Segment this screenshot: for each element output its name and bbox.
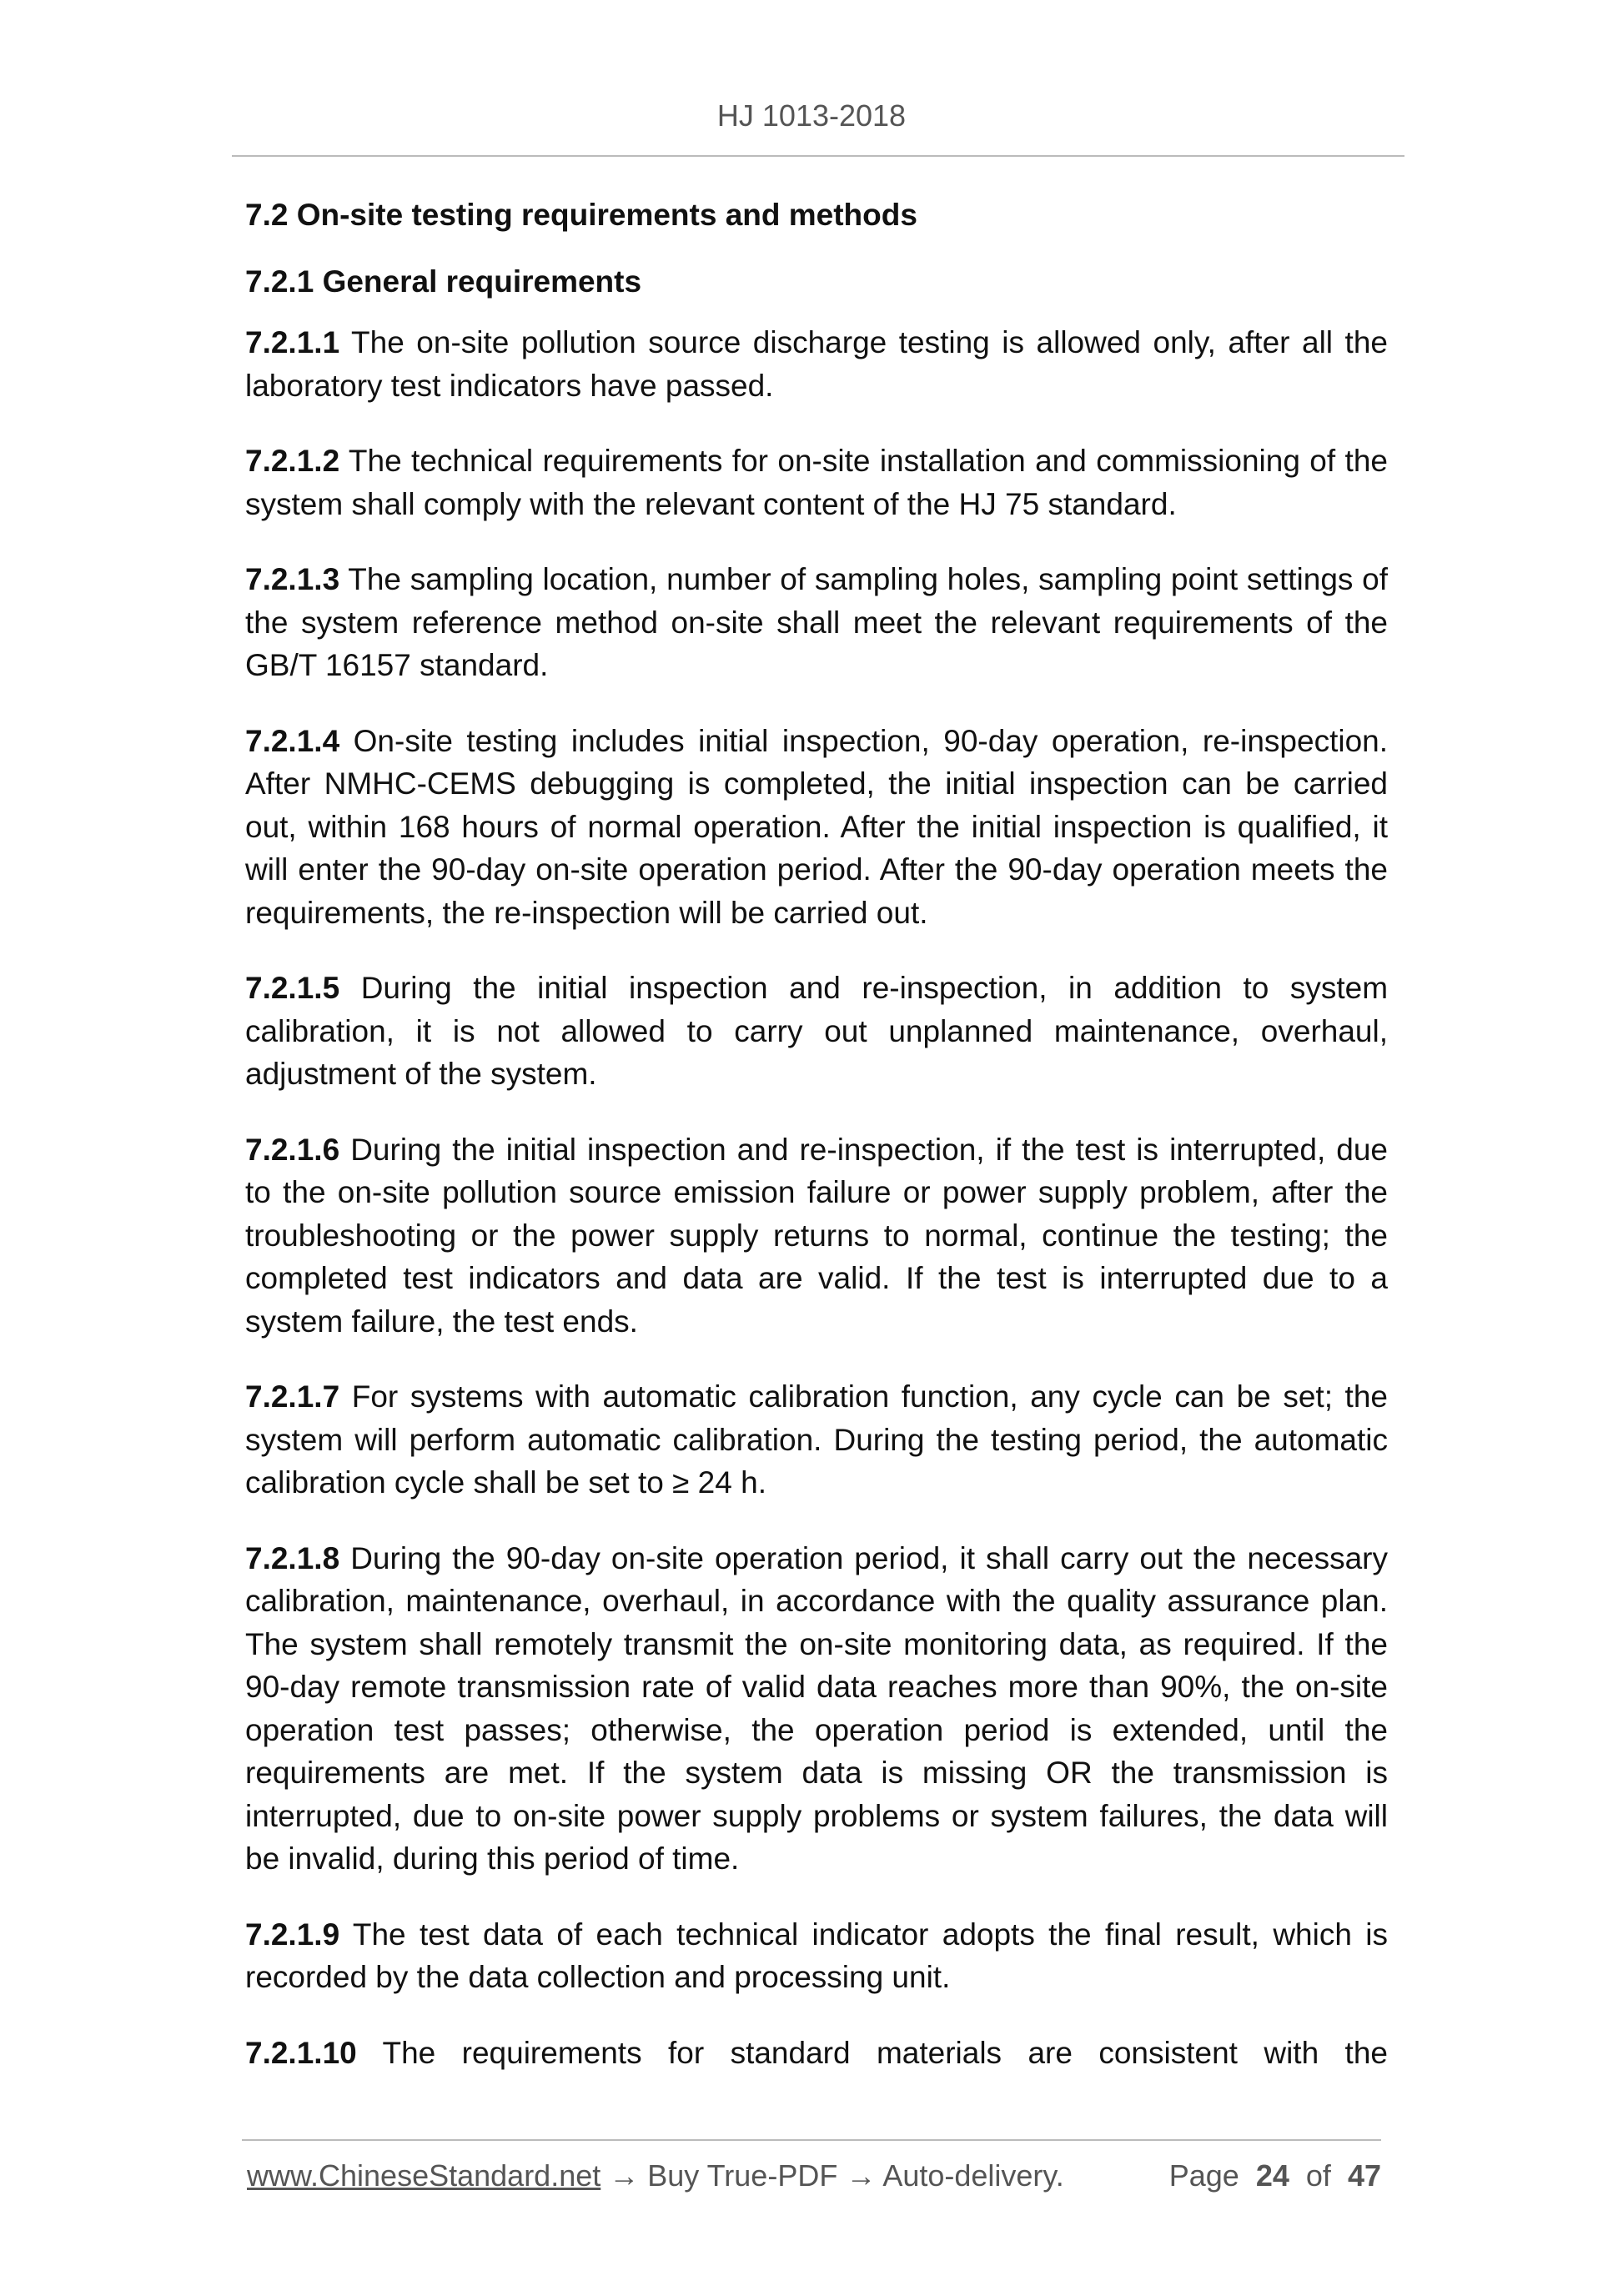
clause-7-2-1-8: [245, 1537, 1388, 1881]
clause-7-2-1-1: [245, 321, 1388, 407]
clause-7-2-1-5: [245, 967, 1388, 1096]
clause-7-2-1-7: [245, 1375, 1388, 1505]
total-page-number: 47: [1347, 2158, 1381, 2193]
clause-text: On-site testing includes initial inspection, 90-day operation, re-inspection. After NMHC-CEMS debugging is completed, the initial inspection can be carried out, within 168 hours of normal operation. After the initial inspection is qualified, it will enter the 90-day on-site operation period. After the 90-day operation meets the requirements, the re-inspection will be carried out.: [245, 723, 1388, 930]
header-title: HJ 1013-2018: [716, 98, 907, 133]
current-page-number: 24: [1255, 2158, 1289, 2193]
website-link[interactable]: www.ChineseStandard.net: [247, 2158, 601, 2193]
header-divider: [232, 155, 1404, 157]
clause-number: 7.2.1.9: [245, 1917, 340, 1952]
section-heading: 7.2 On-site testing requirements and methods: [245, 198, 917, 232]
clause-7-2-1-10: [245, 2032, 1388, 2075]
clause-number: 7.2.1.4: [245, 723, 340, 758]
page-header: [0, 98, 1623, 133]
clause-7-2-1-6: [245, 1128, 1388, 1344]
clause-text: During the initial inspection and re-inspection, if the test is interrupted, due to the on-site pollution source emission failure or power supply problem, after the troubleshooting or the power supply returns to normal, continue the testing; the completed test indicators and data are valid. If the test is interrupted due to a system failure, the test ends.: [245, 1132, 1389, 1339]
clause-7-2-1-3: [245, 558, 1388, 687]
clause-text: During the 90-day on-site operation period, it shall carry out the necessary calibration, maintenance, overhaul, in accordance with the quality assurance plan. The system shall remotely transmit the on-site monitoring data, as required. If the 90-day remote transmission rate of valid data reaches more than 90%, the on-site operation test passes; otherwise, the operation period is extended, until the requirements are met. If the system data is missing OR the transmission is interrupted, due to on-site power supply problems or system failures, the data will be invalid, during this period of time.: [245, 1540, 1388, 1876]
clause-text: The on-site pollution source discharge testing is allowed only, after all the laboratory test indicators have passed.: [245, 325, 1388, 403]
footer-divider: [242, 2139, 1381, 2141]
clause-number: 7.2.1.10: [245, 2035, 357, 2070]
clause-text: The requirements for standard materials are consistent with the: [382, 2035, 1388, 2070]
clause-number: 7.2.1.7: [245, 1379, 340, 1414]
footer-tagline: → Buy True-PDF → Auto-delivery.: [600, 2158, 1064, 2193]
clause-number: 7.2.1.2: [245, 444, 340, 478]
subsection-heading: 7.2.1 General requirements: [245, 264, 642, 299]
footer-promo: [247, 2158, 1064, 2193]
clause-number: 7.2.1.1: [245, 325, 340, 359]
clause-text: The technical requirements for on-site installation and commissioning of the system shall comply with the relevant content of the HJ 75 standard.: [245, 444, 1388, 521]
clause-7-2-1-2: [245, 440, 1388, 525]
clause-number: 7.2.1.6: [245, 1132, 340, 1167]
page-indicator: [1169, 2158, 1381, 2193]
clause-text: The sampling location, number of sampling holes, sampling point settings of the system reference method on-site shall meet the relevant requirements of the GB/T 16157 standard.: [245, 562, 1388, 682]
clause-text: The test data of each technical indicator adopts the final result, which is recorded by the data collection and processing unit.: [245, 1917, 1388, 1994]
clause-number: 7.2.1.8: [245, 1540, 340, 1575]
page-footer: [247, 2158, 1381, 2200]
clause-text: For systems with automatic calibration function, any cycle can be set; the system will perform automatic calibration. During the testing period, the automatic calibration cycle shall be set to ≥ 24 h.: [245, 1379, 1388, 1500]
document-body: [245, 188, 1388, 2107]
of-label: of: [1305, 2158, 1331, 2193]
page-label: Page: [1168, 2158, 1239, 2193]
clause-7-2-1-9: [245, 1913, 1388, 1999]
clause-7-2-1-4: [245, 720, 1388, 935]
clause-number: 7.2.1.5: [245, 971, 340, 1005]
clause-number: 7.2.1.3: [245, 562, 340, 596]
clause-text: During the initial inspection and re-inspection, in addition to system calibration, it is not allowed to carry out unplanned maintenance, overhaul, adjustment of the system.: [245, 971, 1389, 1091]
